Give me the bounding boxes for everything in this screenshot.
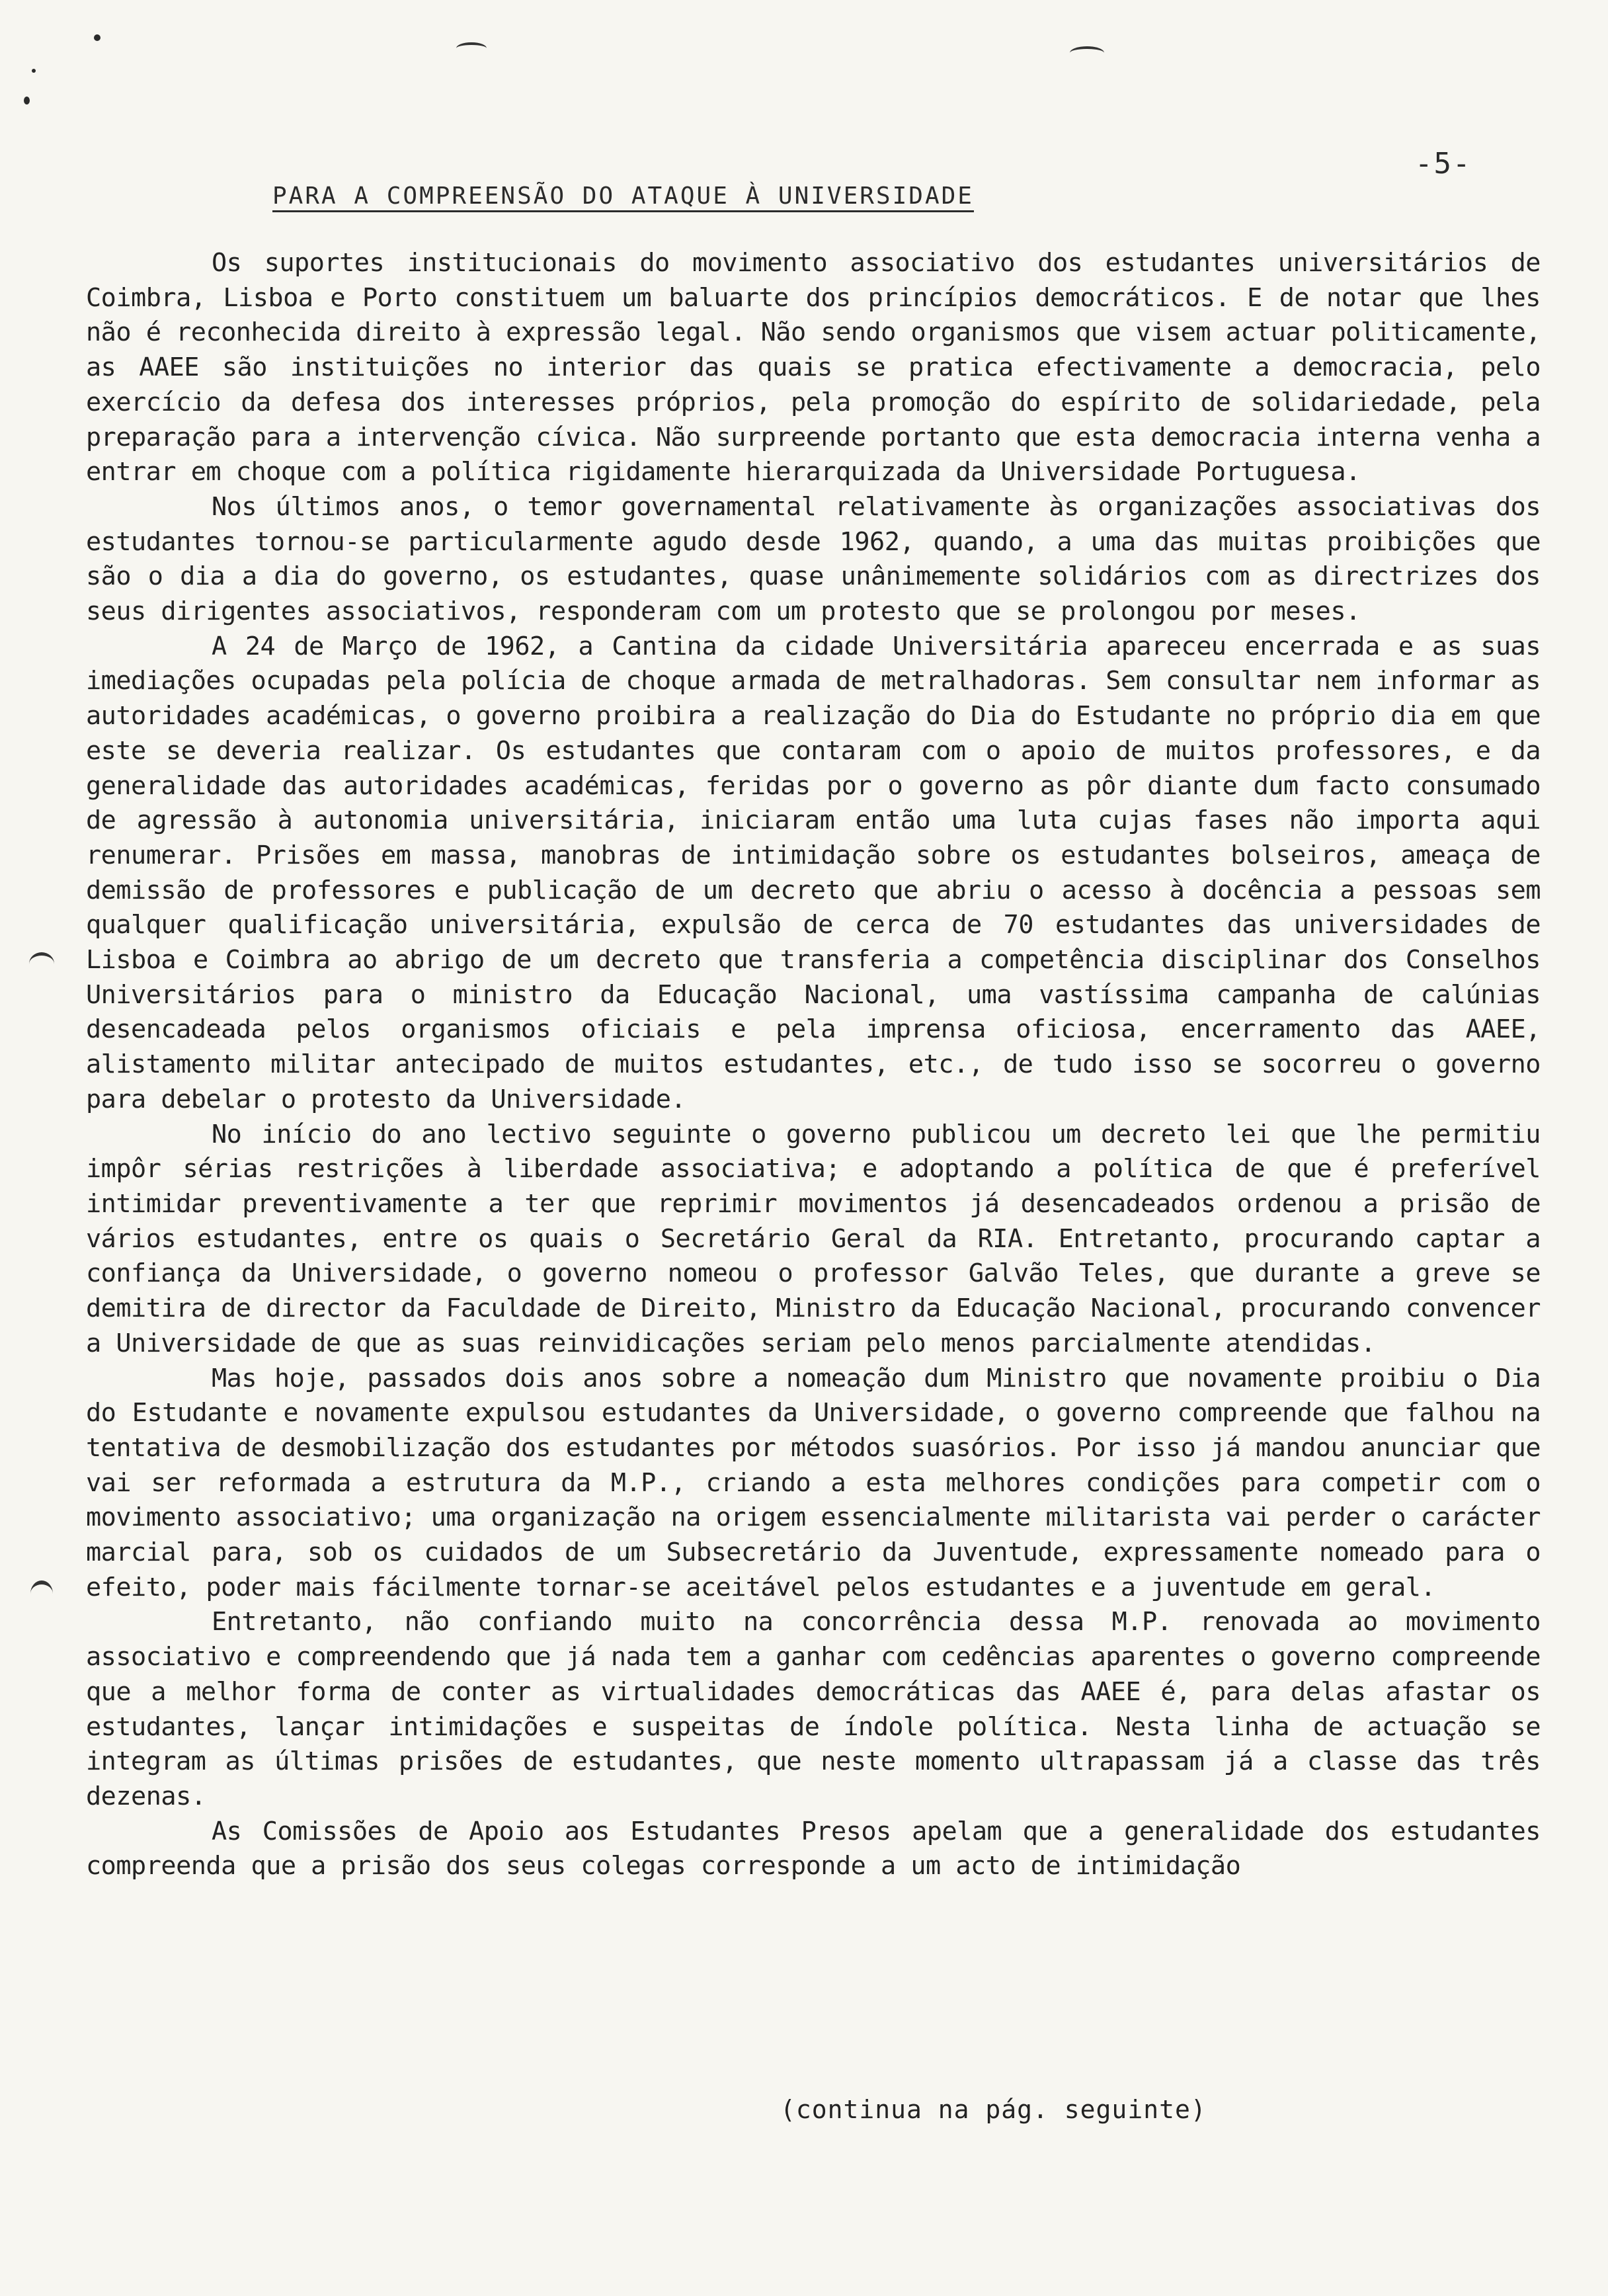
continuation-note: (continua na pág. seguinte)	[780, 2095, 1207, 2124]
paragraph: Entretanto, não confiando muito na concorrência dessa M.P. renovada ao movimento associativo e compreendendo que já nada tem a ganhar com cedências aparentes o governo compreende que a melhor forma de conter as virtualidades democráticas das AAEE é, para delas afastar os estudantes, lançar intimidações e suspeitas de índole política. Nesta linha de actuação se integram as últimas prisões de estudantes, que neste momento ultrapassam já a classe das três dezenas.	[86, 1607, 1541, 1811]
ink-mark	[456, 42, 487, 54]
ink-mark	[1070, 46, 1104, 60]
scan-speck	[32, 69, 36, 73]
paragraph: Os suportes institucionais do movimento associativo dos estudantes universitários de Coimbra, Lisboa e Porto constituem um baluarte dos princípios democráticos. E de notar que lhes não é reconhecida direito à expressão legal. Não sendo organismos que visem actuar politicamente, as AAEE são instituições no interior das quais se pratica efectivamente a democracia, pelo exercício da defesa dos interesses próprios, pela promoção do espírito de solidariedade, pela preparação para a intervenção cívica. Não surpreende portanto que esta democracia interna venha a entrar em choque com a política rigidamente hierarquizada da Universidade Portuguesa.	[86, 248, 1541, 487]
paragraph: Mas hoje, passados dois anos sobre a nomeação dum Ministro que novamente proibiu o Dia do Estudante e novamente expulsou estudantes da Universidade, o governo compreende que falhou na tentativa de desmobilização dos estudantes por métodos suasórios. Por isso já mandou anunciar que vai ser reformada a estrutura da M.P., criando a esta melhores condições para competir com o movimento associativo; uma organização na origem essencialmente militarista vai perder o carácter marcial para, sob os cuidados de um Subsecretário da Juventude, expressamente nomeado para o efeito, poder mais fácilmente tornar-se aceitável pelos estudantes e a juventude em geral.	[86, 1363, 1541, 1602]
page-title: PARA A COMPREENSÃO DO ATAQUE À UNIVERSIDADE	[272, 183, 974, 210]
ink-mark	[30, 1580, 53, 1607]
scan-speck	[94, 34, 100, 41]
scan-speck	[24, 97, 30, 104]
document-body	[86, 246, 1541, 1884]
paragraph: A 24 de Março de 1962, a Cantina da cidade Universitária apareceu encerrada e as suas imediações ocupadas pela polícia de choque armada de metralhadoras. Sem consultar nem informar as autoridades académicas, o governo proibira a realização do Dia do Estudante no próprio dia em que este se deveria realizar. Os estudantes que contaram com o apoio de muitos professores, e da generalidade das autoridades académicas, feridas por o governo as pôr diante dum facto consumado de agressão à autonomia universitária, iniciaram então uma luta cujas fases não importa aqui renumerar. Prisões em massa, manobras de intimidação sobre os estudantes bolseiros, ameaça de demissão de professores e publicação de um decreto que abriu o acesso à docência a pessoas sem qualquer qualificação universitária, expulsão de cerca de 70 estudantes das universidades de Lisboa e Coimbra ao abrigo de um decreto que transferia a competência disciplinar dos Conselhos Universitários para o ministro da Educação Nacional, uma vastíssima campanha de calúnias desencadeada pelos organismos oficiais e pela imprensa oficiosa, encerramento das AAEE, alistamento militar antecipado de muitos estudantes, etc., de tudo isso se socorreu o governo para debelar o protesto da Universidade.	[86, 631, 1541, 1114]
ink-mark	[29, 952, 54, 975]
page-number: -5-	[1415, 147, 1472, 181]
paragraph: No início do ano lectivo seguinte o governo publicou um decreto lei que lhe permitiu impôr sérias restrições à liberdade associativa; e adoptando a política de que é preferível intimidar preventivamente a ter que reprimir movimentos já desencadeados ordenou a prisão de vários estudantes, entre os quais o Secretário Geral da RIA. Entretanto, procurando captar a confiança da Universidade, o governo nomeou o professor Galvão Teles, que durante a greve se demitira de director da Faculdade de Direito, Ministro da Educação Nacional, procurando convencer a Universidade de que as suas reinvidicações seriam pelo menos parcialmente atendidas.	[86, 1119, 1541, 1358]
paragraph: As Comissões de Apoio aos Estudantes Presos apelam que a generalidade dos estudantes compreenda que a prisão dos seus colegas corresponde a um acto de intimidação	[86, 1816, 1541, 1881]
paragraph: Nos últimos anos, o temor governamental relativamente às organizações associativas dos estudantes tornou-se particularmente agudo desde 1962, quando, a uma das muitas proibições que são o dia a dia do governo, os estudantes, quase unânimemente solidários com as directrizes dos seus dirigentes associativos, responderam com um protesto que se prolongou por meses.	[86, 491, 1541, 627]
